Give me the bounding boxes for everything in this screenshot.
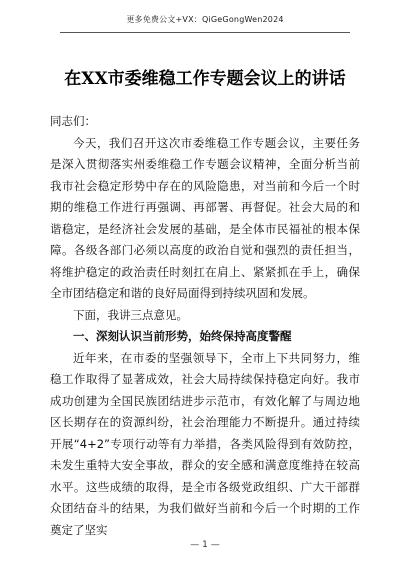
paragraph-intro: 今天，我们召开这次市委维稳工作专题会议，主要任务是深入贯彻落实州委维稳工作专题会议精神，全面分析当前我市社会稳定形势中存在的风险隐患，对当前和今后一个时期的维稳工作进行再强调、再部署、再督促。社会大局的和谐稳定，是经济社会发展的基础，是全体市民福祉的根本保障。各级各部门必须以高度的政治自觉和强烈的责任担当，将维护稳定的政治责任时刻扛在肩上、紧紧抓在手上，确保全市团结稳定和谐的良好局面得到持续巩固和发展。	[50, 135, 360, 300]
document-title: 在XX市委维稳工作专题会议上的讲话	[64, 69, 346, 89]
section-heading-1: 一、深刻认识当前形势，始终保持高度警醒	[73, 329, 292, 343]
header-divider	[60, 32, 350, 33]
document-body	[50, 111, 360, 541]
page-number: — 1 —	[190, 540, 220, 550]
salutation: 同志们：	[50, 114, 96, 128]
paragraph-situation: 近年来，在市委的坚强领导下，全市上下共同努力，维稳工作取得了显著成效，社会大局持续保持稳定向好。我市成功创建为全国民族团结进步示范市，有效化解了与周边地区长期存在的资源纠纷，社会治理能力不断提升。通过持续开展“4+2”专项行动等有力举措，各类风险得到有效防控，未发生重特大安全事故，群众的安全感和满意度维持在较高水平。这些成绩的取得，是全市各级党政组织、广大干部群众团结奋斗的结果，为我们做好当前和今后一个时期的工作奠定了坚实	[50, 350, 360, 537]
page-header: 更多免费公文+VX：QiGeGongWen2024	[126, 15, 284, 24]
paragraph-outline: 下面，我讲三点意见。	[73, 307, 188, 322]
